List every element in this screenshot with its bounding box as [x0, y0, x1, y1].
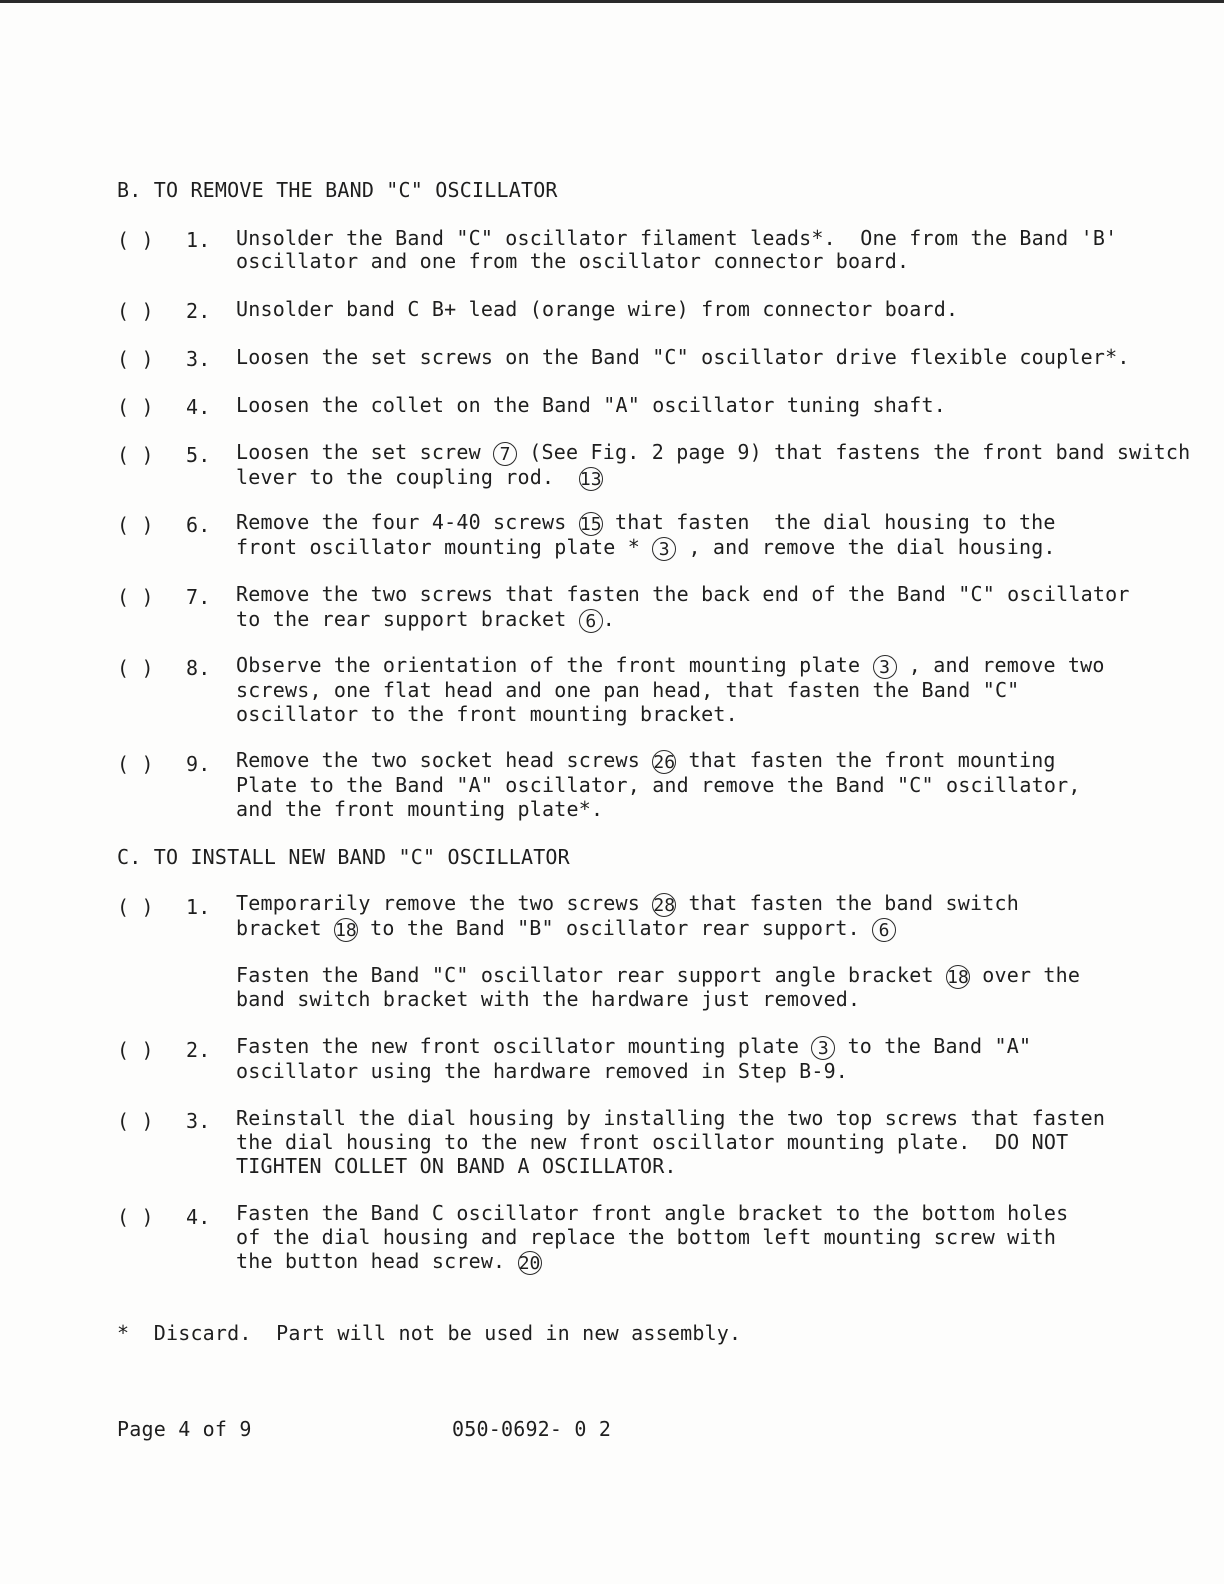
callout-ref-3: 3 [873, 655, 897, 679]
step-text-line: the dial housing to the new front oscillator mounting plate. DO NOT [236, 1130, 1069, 1154]
step-text-line: Fasten the Band C oscillator front angle bracket to the bottom holes [236, 1201, 1069, 1225]
step-number: 3. [186, 347, 211, 371]
callout-ref-28: 28 [653, 894, 676, 916]
step-text-line: Unsolder the Band "C" oscillator filament leads*. One from the Band 'B' [236, 226, 1118, 250]
step-text-line: Observe the orientation of the front mounting plate 3 , and remove two [236, 653, 1105, 678]
callout-ref-3: 3 [652, 537, 676, 561]
checkbox[interactable]: ( ) [117, 1205, 154, 1229]
step-text-line: TIGHTEN COLLET ON BAND A OSCILLATOR. [236, 1154, 677, 1178]
step-text-line: screws, one flat head and one pan head, that fasten the Band "C" [236, 678, 1020, 702]
step-text-line: bracket 18 to the Band "B" oscillator rear support. 6 [236, 916, 896, 942]
step-number: 5. [186, 443, 211, 467]
section-c-heading: C. TO INSTALL NEW BAND "C" OSCILLATOR [117, 845, 570, 869]
callout-ref-15: 15 [579, 513, 602, 535]
step-text-line: oscillator to the front mounting bracket. [236, 702, 738, 726]
step-text-line: Fasten the Band "C" oscillator rear support angle bracket 18 over the [236, 963, 1081, 988]
callout-ref-6: 6 [579, 609, 603, 633]
checkbox[interactable]: ( ) [117, 395, 154, 419]
step-text-line: Fasten the new front oscillator mounting plate 3 to the Band "A" [236, 1034, 1032, 1059]
step-text-line: and the front mounting plate*. [236, 797, 604, 821]
callout-ref-13: 13 [579, 468, 602, 490]
step-number: 8. [186, 656, 211, 680]
step-number: 4. [186, 1205, 211, 1229]
step-text-line: band switch bracket with the hardware just removed. [236, 987, 861, 1011]
step-text-line: oscillator using the hardware removed in Step B-9. [236, 1059, 849, 1083]
step-text-line: Loosen the set screw 7 (See Fig. 2 page 9) that fastens the front band switch [236, 440, 1191, 465]
checkbox[interactable]: ( ) [117, 347, 154, 371]
step-text-line: Temporarily remove the two screws 28 that fasten the band switch [236, 891, 1019, 916]
checkbox[interactable]: ( ) [117, 656, 154, 680]
page-number: Page 4 of 9 [117, 1417, 252, 1441]
step-text-line: Loosen the set screws on the Band "C" oscillator drive flexible coupler*. [236, 345, 1130, 369]
checkbox[interactable]: ( ) [117, 443, 154, 467]
callout-ref-6: 6 [872, 918, 896, 942]
document-number: 050-0692- 0 2 [452, 1417, 612, 1441]
callout-ref-20: 20 [518, 1252, 541, 1274]
step-text-line: front oscillator mounting plate * 3 , and remove the dial housing. [236, 535, 1056, 560]
checkbox[interactable]: ( ) [117, 752, 154, 776]
section-b-heading: B. TO REMOVE THE BAND "C" OSCILLATOR [117, 178, 558, 202]
step-number: 9. [186, 752, 211, 776]
step-number: 2. [186, 299, 211, 323]
step-number: 6. [186, 513, 211, 537]
step-text-line: Remove the two screws that fasten the back end of the Band "C" oscillator [236, 582, 1130, 606]
step-text-line: Remove the two socket head screws 26 that fasten the front mounting [236, 748, 1056, 773]
callout-ref-7: 7 [493, 442, 517, 466]
checkbox[interactable]: ( ) [117, 228, 154, 252]
step-number: 3. [186, 1109, 211, 1133]
footnote: * Discard. Part will not be used in new assembly. [117, 1321, 742, 1345]
step-text-line: the button head screw. 20 [236, 1249, 541, 1274]
callout-ref-3: 3 [811, 1036, 835, 1060]
step-text-line: Remove the four 4-40 screws 15 that fasten the dial housing to the [236, 510, 1056, 535]
callout-ref-18: 18 [335, 919, 357, 941]
step-number: 4. [186, 395, 211, 419]
checkbox[interactable]: ( ) [117, 1038, 154, 1062]
step-text-line: Unsolder band C B+ lead (orange wire) from connector board. [236, 297, 959, 321]
callout-ref-26: 26 [653, 751, 676, 773]
checkbox[interactable]: ( ) [117, 299, 154, 323]
step-text-line: to the rear support bracket 6 . [236, 607, 615, 632]
scan-edge-line [0, 0, 1224, 3]
step-number: 1. [186, 228, 211, 252]
step-text-line: lever to the coupling rod. 13 [236, 465, 602, 490]
step-number: 7. [186, 585, 211, 609]
checkbox[interactable]: ( ) [117, 585, 154, 609]
step-text-line: Loosen the collet on the Band "A" oscillator tuning shaft. [236, 393, 946, 417]
checkbox[interactable]: ( ) [117, 895, 154, 919]
step-text-line: of the dial housing and replace the bottom left mounting screw with [236, 1225, 1057, 1249]
step-text-line: Plate to the Band "A" oscillator, and remove the Band "C" oscillator, [236, 773, 1081, 797]
step-number: 2. [186, 1038, 211, 1062]
callout-ref-18: 18 [947, 966, 969, 988]
step-text-line: Reinstall the dial housing by installing the two top screws that fasten [236, 1106, 1106, 1130]
checkbox[interactable]: ( ) [117, 513, 154, 537]
checkbox[interactable]: ( ) [117, 1109, 154, 1133]
step-number: 1. [186, 895, 211, 919]
step-text-line: oscillator and one from the oscillator connector board. [236, 249, 910, 273]
